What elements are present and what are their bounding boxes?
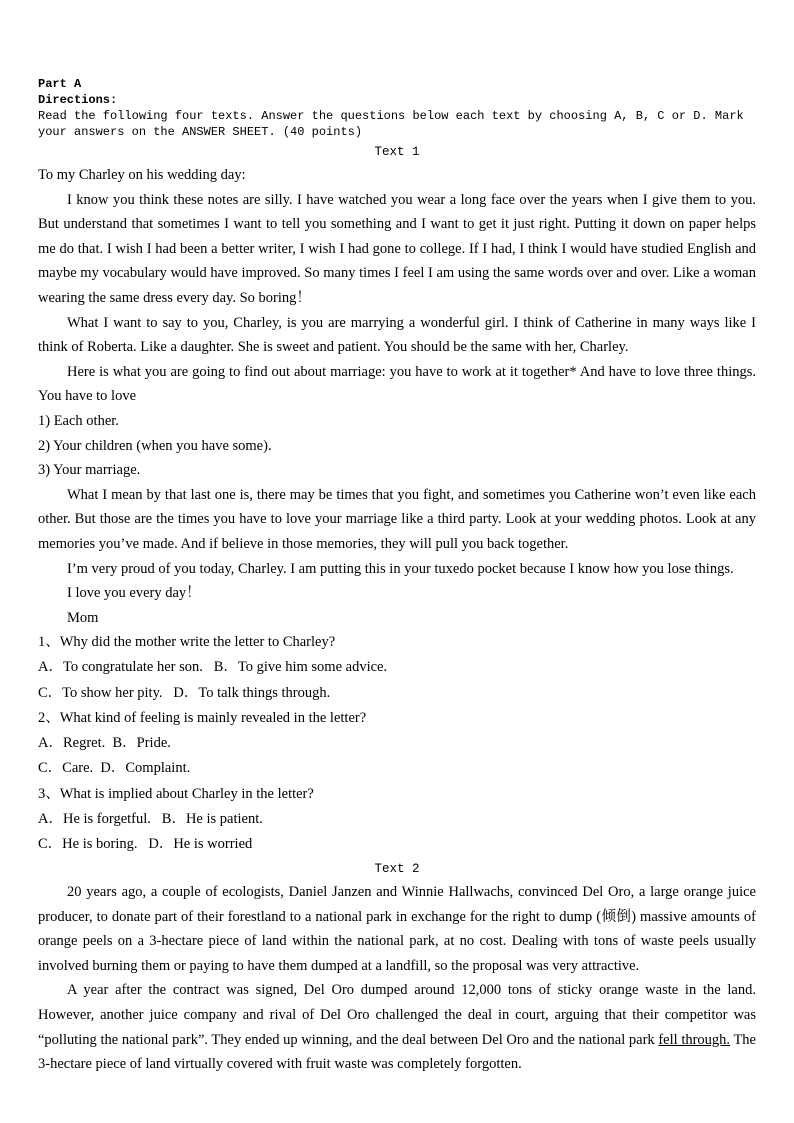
letter-paragraph-5: I’m very proud of you today, Charley. I am putting this in your tuxedo pocket because I know how you lose things. [67,560,734,577]
text2-paragraph-2-after: The 3-hectare piece of land virtually covered with fruit waste was completely forgotten. [38,1031,756,1073]
letter-paragraph-4: What I mean by that last one is, there may be times that you fight, and sometimes you Catherine won’t even like each other. But those are the times you have to love your marriage like a third party. Look at your wedding photos. Look at any memories you’ve made. And if believe in those memories, they will pull you back together. [38,486,756,552]
part-label: Part A [38,77,82,91]
letter-paragraph-3: Here is what you are going to find out about marriage: you have to work at it together* And have to love three things. You have to love [38,363,756,405]
text2-title: Text 2 [374,862,420,877]
question-2-options-cd: C．Care. D．Complaint. [38,760,191,777]
letter-paragraph-1: I know you think these notes are silly. I have watched you wear a long face over the years when I give them to you. But understand that sometimes I want to tell you something and I want to get it just right. Putting it down on paper helps me do that. I wish I had been a better writer, I wish I had gone to college. If I had, I think I would have studied English and maybe my vocabulary would have improved. So many times I feel I am using the same words over and over. Like a woman wearing the same dress every day. So boring！ [38,191,756,306]
question-3-text: 3、What is implied about Charley in the letter? [38,785,314,802]
question-2-text: 2、What kind of feeling is mainly revealed in the letter? [38,709,367,726]
directions-text: Read the following four texts. Answer the questions below each text by choosing A, B, C or D. Mark your answers on the ANSWER SHEET. (40 points) [38,109,744,139]
list-item-3: 3) Your marriage. [38,462,141,479]
text2-underlined-phrase: fell through. [658,1031,731,1048]
letter-signature: Mom [67,609,99,626]
list-item-1: 1) Each other. [38,412,119,429]
letter-paragraph-2: What I want to say to you, Charley, is you are marrying a wonderful girl. I think of Catherine in many ways like I think of Roberta. Like a daughter. She is sweet and patient. You should be the same with her, Charley. [38,314,756,356]
list-item-2: 2) Your children (when you have some). [38,437,272,454]
question-1-options-ab: A．To congratulate her son. B．To give him some advice. [38,659,388,676]
question-3-options-ab: A．He is forgetful. B．He is patient. [38,810,263,827]
letter-paragraph-6: I love you every day！ [67,585,201,602]
question-3-options-cd: C．He is boring. D．He is worried [38,835,253,852]
text1-salutation: To my Charley on his wedding day: [38,167,246,183]
text2-paragraph-2 [38,978,756,1076]
question-2-options-ab: A．Regret. B．Pride. [38,735,171,752]
text1-title: Text 1 [374,145,420,159]
question-1-text: 1、Why did the mother write the letter to Charley? [38,634,336,651]
question-1-options-cd: C．To show her pity. D．To talk things through. [38,684,331,701]
directions-label: Directions: [38,93,118,107]
text2-paragraph-1: 20 years ago, a couple of ecologists, Daniel Janzen and Winnie Hallwachs, convinced Del Oro, a large orange juice producer, to donate part of their forestland to a national park in exchange for the right to dump (倾倒) massive amounts of orange peels on a 3-hectare piece of land within the national park, at no cost. Dealing with tons of waste peels usually involved burning them or paying to have them dumped at a landfill, so the proposal was very attractive. [38,884,756,974]
text1-questions [38,630,756,857]
header-block [38,76,756,140]
text2-paragraph-2-before: A year after the contract was signed, Del Oro dumped around 12,000 tons of sticky orange waste in the land. However, another juice company and rival of Del Oro challenged the deal in court, arguing that their competitor was “polluting the national park”. They ended up winning, and the deal between Del Oro and the national park [38,982,756,1048]
